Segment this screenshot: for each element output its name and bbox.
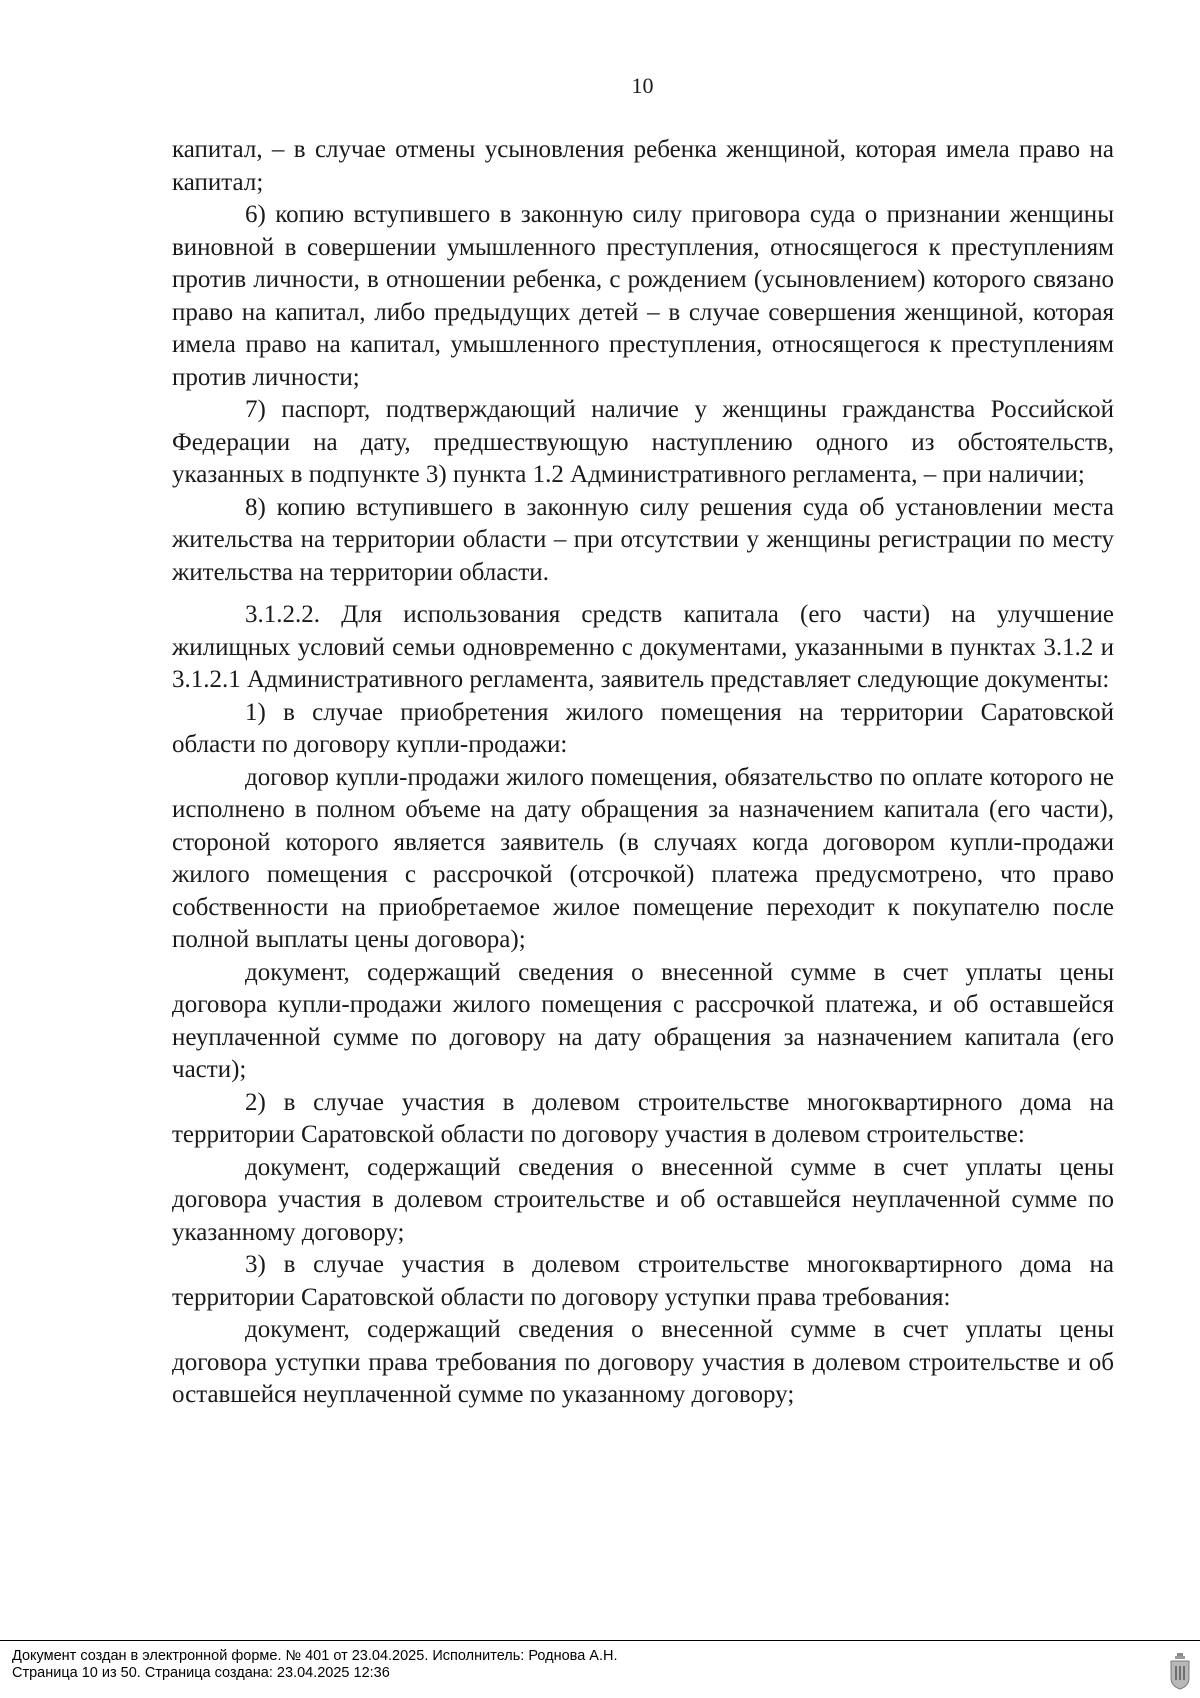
saratov-coat-of-arms-icon	[1168, 1652, 1192, 1690]
footer-page-info: Страница 10 из 50. Страница создана: 23.04.2025 12:36	[12, 1665, 390, 1681]
list-item-6: 6) копию вступившего в законную силу приговора суда о признании женщины виновной в совершении умышленного преступления, относящегося к преступлениям против личности, в отношении ребенка, с рождением (усыновлением) которого связано право на капитал, либо предыдущих детей – в случае совершения женщиной, которая имела право на капитал, умышленного преступления, относящегося к преступлениям против личности;	[172, 201, 1114, 391]
document-body	[172, 134, 1114, 1412]
section-3-1-2-2: 3.1.2.2. Для использования средств капитала (его части) на улучшение жилищных условий семьи одновременно с документами, указанными в пунктах 3.1.2 и 3.1.2.1 Административного регламента, заявитель представляет следующие документы:	[172, 601, 1114, 693]
list-item-8: 8) копию вступившего в законную силу решения суда об установлении места жительства на территории области – при отсутствии у женщины регистрации по месту жительства на территории области.	[172, 493, 1114, 586]
list-item-3: 3) в случае участия в долевом строительстве многоквартирного дома на территории Саратовской области по договору уступки права требования:	[172, 1251, 1114, 1311]
footer-divider	[0, 1640, 1200, 1641]
sub-item-assignment-document: документ, содержащий сведения о внесенной сумме в счет уплаты цены договора уступки права требования по договору участия в долевом строительстве и об оставшейся неуплаченной сумме по указанному договору;	[172, 1316, 1114, 1408]
list-item-7: 7) паспорт, подтверждающий наличие у женщины гражданства Российской Федерации на дату, предшествующую наступлению одного из обстоятельств, указанных в подпункте 3) пункта 1.2 Административного регламента, – при наличии;	[172, 396, 1114, 488]
sub-item-shared-construction-document: документ, содержащий сведения о внесенной сумме в счет уплаты цены договора участия в долевом строительстве и об оставшейся неуплаченной сумме по указанному договору;	[172, 1153, 1114, 1246]
list-item-1: 1) в случае приобретения жилого помещения на территории Саратовской области по договору купли-продажи:	[172, 698, 1114, 758]
page-number: 10	[631, 73, 654, 98]
list-item-2: 2) в случае участия в долевом строительстве многоквартирного дома на территории Саратовской области по договору участия в долевом строительстве:	[172, 1088, 1114, 1148]
sub-item-payment-document: документ, содержащий сведения о внесенной сумме в счет уплаты цены договора купли-продажи жилого помещения с рассрочкой платежа, и об оставшейся неуплаченной сумме по договору на дату обращения за назначением капитала (его части);	[172, 958, 1114, 1083]
footer-text	[12, 1648, 618, 1682]
sub-item-purchase-contract: договор купли-продажи жилого помещения, обязательство по оплате которого не исполнено в полном объеме на дату обращения за назначением капитала (его части), стороной которого является заявитель (в случаях когда договором купли-продажи жилого помещения с рассрочкой (отсрочкой) платежа предусмотрено, что право собственности на приобретаемое жилое помещение переходит к покупателю после полной выплаты цены договора);	[172, 763, 1114, 953]
paragraph-continuation: капитал, – в случае отмены усыновления ребенка женщиной, которая имела право на капитал;	[172, 136, 1114, 196]
footer-document-info: Документ создан в электронной форме. № 401 от 23.04.2025. Исполнитель: Роднова А.Н.	[12, 1648, 618, 1664]
page-footer	[0, 1640, 1200, 1698]
